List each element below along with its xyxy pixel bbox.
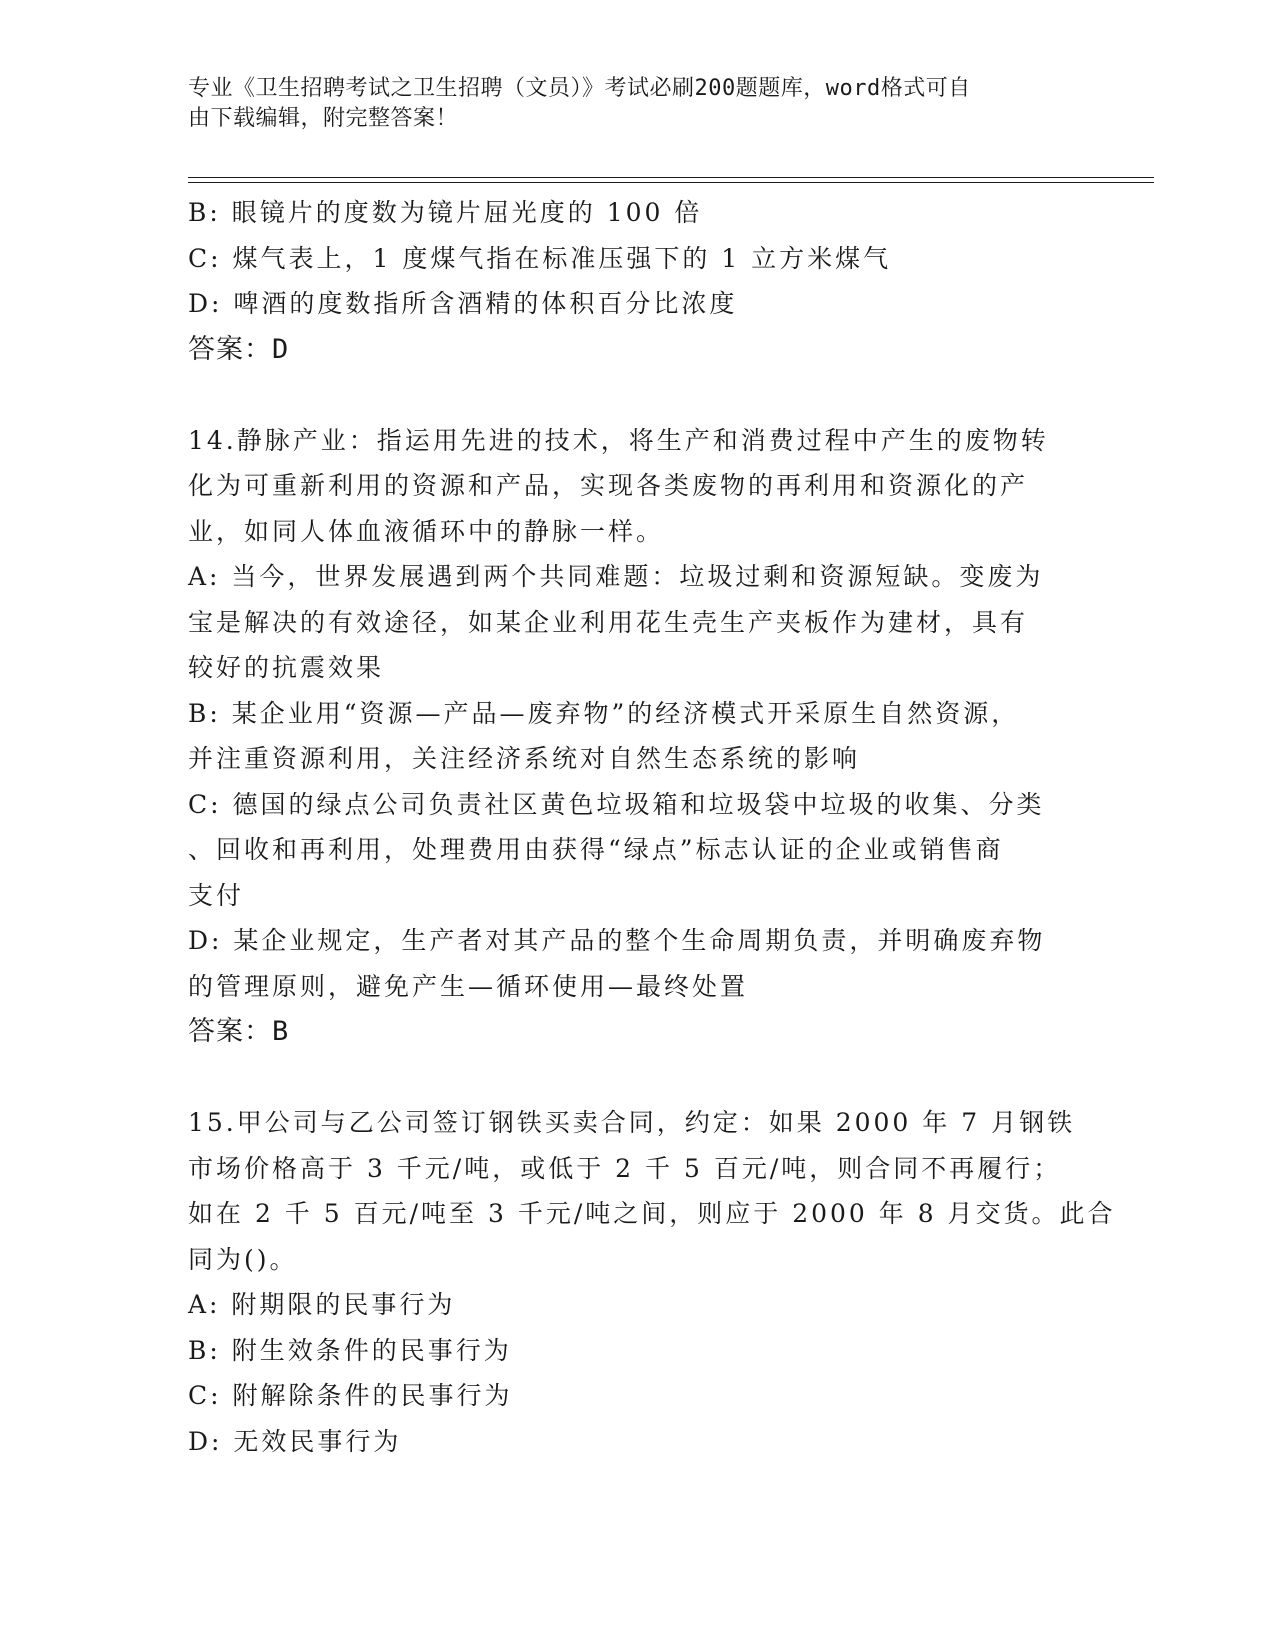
q13-answer: 答案：D bbox=[188, 333, 290, 365]
header-line-2: 由下载编辑，附完整答案！ bbox=[188, 106, 459, 131]
header-divider-top bbox=[188, 177, 1154, 178]
q13-option-d: D: 啤酒的度数指所含酒精的体积百分比浓度 bbox=[188, 289, 738, 318]
q14-option-c-line: 、回收和再利用，处理费用由获得“绿点”标志认证的企业或销售商 bbox=[188, 835, 1004, 864]
q14-option-a-line: 较好的抗震效果 bbox=[188, 653, 385, 682]
q15-option-b: B: 附生效条件的民事行为 bbox=[188, 1335, 512, 1365]
q15-option-d: D: 无效民事行为 bbox=[188, 1426, 402, 1456]
q14-option-a-line: 宝是解决的有效途径，如某企业利用花生壳生产夹板作为建材，具有 bbox=[188, 607, 1029, 637]
q14-stem-line: 14.静脉产业：指运用先进的技术，将生产和消费过程中产生的废物转 bbox=[188, 425, 1049, 455]
q13-option-b: B: 眼镜片的度数为镜片屈光度的 100 倍 bbox=[188, 198, 703, 227]
q14-option-b-line: 并注重资源利用，关注经济系统对自然生态系统的影响 bbox=[188, 744, 861, 773]
q14-answer: 答案：B bbox=[188, 1016, 290, 1047]
question-14 bbox=[188, 418, 1078, 1055]
q14-stem-line: 业，如同人体血液循环中的静脉一样。 bbox=[188, 516, 665, 546]
q13-option-c: C: 煤气表上，1 度煤气指在标准压强下的 1 立方米煤气 bbox=[188, 243, 892, 273]
q14-option-b-line: B: 某企业用“资源—产品—废弃物”的经济模式开采原生自然资源， bbox=[188, 698, 1020, 728]
spacer bbox=[188, 372, 1078, 418]
document-header bbox=[188, 74, 1068, 134]
q14-stem-line: 化为可重新利用的资源和产品，实现各类废物的再利用和资源化的产 bbox=[188, 471, 1029, 500]
q15-stem-line: 同为()。 bbox=[188, 1244, 298, 1274]
spacer bbox=[188, 1055, 1078, 1101]
q15-option-a: A: 附期限的民事行为 bbox=[188, 1290, 456, 1319]
question-15 bbox=[188, 1100, 1116, 1464]
q15-stem-line: 市场价格高于 3 千元/吨，或低于 2 千 5 百元/吨，则合同不再履行； bbox=[188, 1153, 1062, 1183]
question-13 bbox=[188, 190, 1078, 372]
q14-option-d-line: 的管理原则，避免产生—循环使用—最终处置 bbox=[188, 971, 749, 1001]
header-divider-bottom bbox=[188, 182, 1154, 183]
q14-option-c-line: C: 德国的绿点公司负责社区黄色垃圾箱和垃圾袋中垃圾的收集、分类 bbox=[188, 789, 1045, 819]
q15-option-c: C: 附解除条件的民事行为 bbox=[188, 1381, 513, 1410]
header-line-1: 专业《卫生招聘考试之卫生招聘（文员）》考试必刷200题题库，word格式可自 bbox=[188, 76, 971, 101]
q15-stem-line: 15.甲公司与乙公司签订钢铁买卖合同，约定：如果 2000 年 7 月钢铁 bbox=[188, 1108, 1076, 1137]
q14-option-d-line: D: 某企业规定，生产者对其产品的整个生命周期负责，并明确废弃物 bbox=[188, 926, 1046, 955]
q14-option-a-line: A: 当今，世界发展遇到两个共同难题：垃圾过剩和资源短缺。变废为 bbox=[188, 562, 1044, 591]
q14-option-c-line: 支付 bbox=[188, 880, 245, 910]
q15-stem-line: 如在 2 千 5 百元/吨至 3 千元/吨之间，则应于 2000 年 8 月交货。此合 bbox=[188, 1199, 1116, 1228]
question-body bbox=[188, 190, 1116, 1464]
